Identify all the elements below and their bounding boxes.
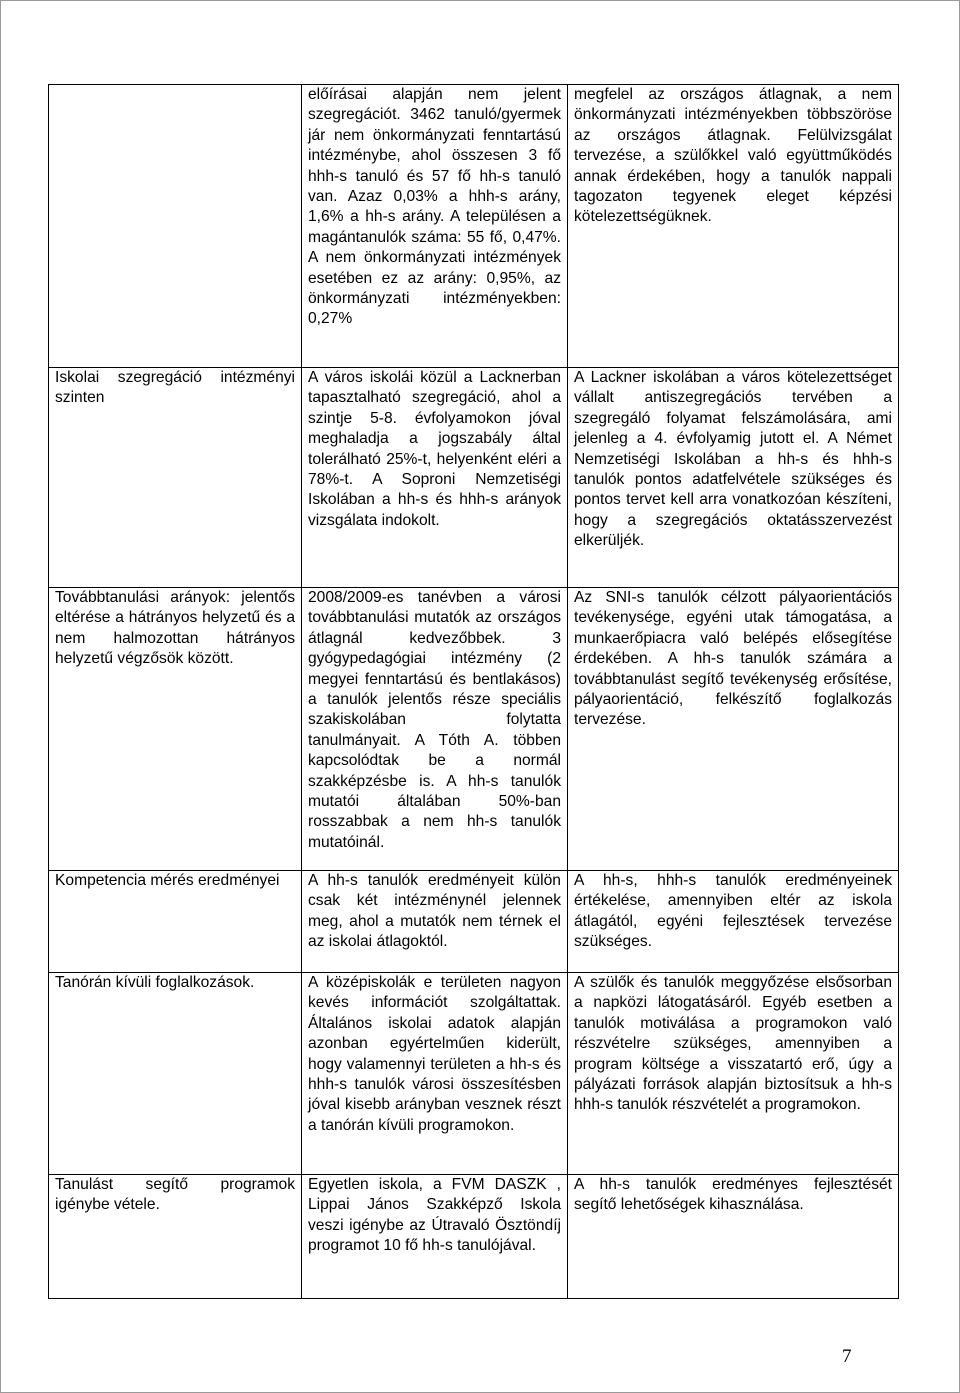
topic-cell: Tanórán kívüli foglalkozások. (49, 973, 302, 1175)
topic-cell: Iskolai szegregáció intézményi szinten (49, 368, 302, 588)
topic-cell: Tanulást segítő programok igénybe vétele. (49, 1175, 302, 1299)
table-row (49, 973, 899, 1175)
measure-cell: A szülők és tanulók meggyőzése elsősorban a napközi látogatásáról. Egyéb esetben a tanulók motiválása a programokon való részvételre szükséges, amennyiben a program költsége a visszatartó erő, úgy a pályázati források alapján biztosítsuk a hh-s hhh-s tanulók részvételét a programokon. (568, 973, 899, 1175)
table-row (49, 85, 899, 368)
topic-cell (49, 85, 302, 368)
table-row (49, 588, 899, 871)
table-row (49, 1175, 899, 1299)
topic-cell: Kompetencia mérés eredményei (49, 871, 302, 973)
table-row (49, 871, 899, 973)
finding-cell: A város iskolái közül a Lacknerban tapasztalható szegregáció, ahol a szintje 5-8. évfolyamokon jóval meghaladja a jogszabály által tolerálható 25%-t, helyenként eléri a 78%-t. A Soproni Nemzetiségi Iskolában a hh-s és hhh-s arányok vizsgálata indokolt. (302, 368, 568, 588)
measure-cell: megfelel az országos átlagnak, a nem önkormányzati intézményekben többszöröse az országos átlagnak. Felülvizsgálat tervezése, a szülőkkel való együttműködés annak érdekében, hogy a tanulók nappali tagozaton tegyenek eleget képzési kötelezettségüknek. (568, 85, 899, 368)
table-row (49, 368, 899, 588)
measures-table (48, 84, 899, 1299)
finding-cell: A hh-s tanulók eredményeit külön csak két intézménynél jelennek meg, ahol a mutatók nem térnek el az iskolai átlagoktól. (302, 871, 568, 973)
topic-cell: Továbbtanulási arányok: jelentős eltérése a hátrányos helyzetű és a nem halmozottan hátrányos helyzetű végzősök között. (49, 588, 302, 871)
page-number: 7 (842, 1346, 852, 1367)
measure-cell: A Lackner iskolában a város kötelezettséget vállalt antiszegregációs tervében a szegregáló folyamat felszámolására, ami jelenleg a 4. évfolyamig jutott el. A Német Nemzetiségi Iskolában a hh-s és hhh-s tanulók pontos adatfelvétele szükséges és pontos tervet kell arra vonatkozóan készíteni, hogy a szegregációs oktatásszervezést elkerüljék. (568, 368, 899, 588)
finding-cell: előírásai alapján nem jelent szegregációt. 3462 tanuló/gyermek jár nem önkormányzati fenntartású intézménybe, ahol összesen 3 fő hhh-s tanuló és 57 fő hh-s tanuló van. Azaz 0,03% a hhh-s arány, 1,6% a hh-s arány. A településen a magántanulók száma: 55 fő, 0,47%. A nem önkormányzati intézmények esetében ez az arány: 0,95%, az önkormányzati intézményekben: 0,27% (302, 85, 568, 368)
measure-cell: A hh-s tanulók eredményes fejlesztését segítő lehetőségek kihasználása. (568, 1175, 899, 1299)
measure-cell: Az SNI-s tanulók célzott pályaorientációs tevékenysége, egyéni utak támogatása, a munkaerőpiacra való belépés elősegítése érdekében. A hh-s tanulók számára a továbbtanulást segítő tevékenység erősítése, pályaorientáció, felkészítő foglalkozás tervezése. (568, 588, 899, 871)
measure-cell: A hh-s, hhh-s tanulók eredményeinek értékelése, amennyiben eltér az iskola átlagától, egyéni fejlesztések tervezése szükséges. (568, 871, 899, 973)
finding-cell: Egyetlen iskola, a FVM DASZK , Lippai János Szakképző Iskola veszi igénybe az Útravaló Ösztöndíj programot 10 fő hh-s tanulójával. (302, 1175, 568, 1299)
finding-cell: 2008/2009-es tanévben a városi továbbtanulási mutatók az országos átlagnál kedvezőbbek. 3 gyógypedagógiai intézmény (2 megyei fenntartású és bentlakásos) a tanulók jelentős része speciális szakiskolában folytatta tanulmányait. A Tóth A. többen kapcsolódtak be a normál szakképzésbe is. A hh-s tanulók mutatói általában 50%-ban rosszabbak a nem hh-s tanulók mutatóinál. (302, 588, 568, 871)
finding-cell: A középiskolák e területen nagyon kevés információt szolgáltattak. Általános iskolai adatok alapján azonban egyértelműen kiderült, hogy valamennyi területen a hh-s és hhh-s tanulók városi összesítésben jóval kisebb arányban vesznek részt a tanórán kívüli programokon. (302, 973, 568, 1175)
